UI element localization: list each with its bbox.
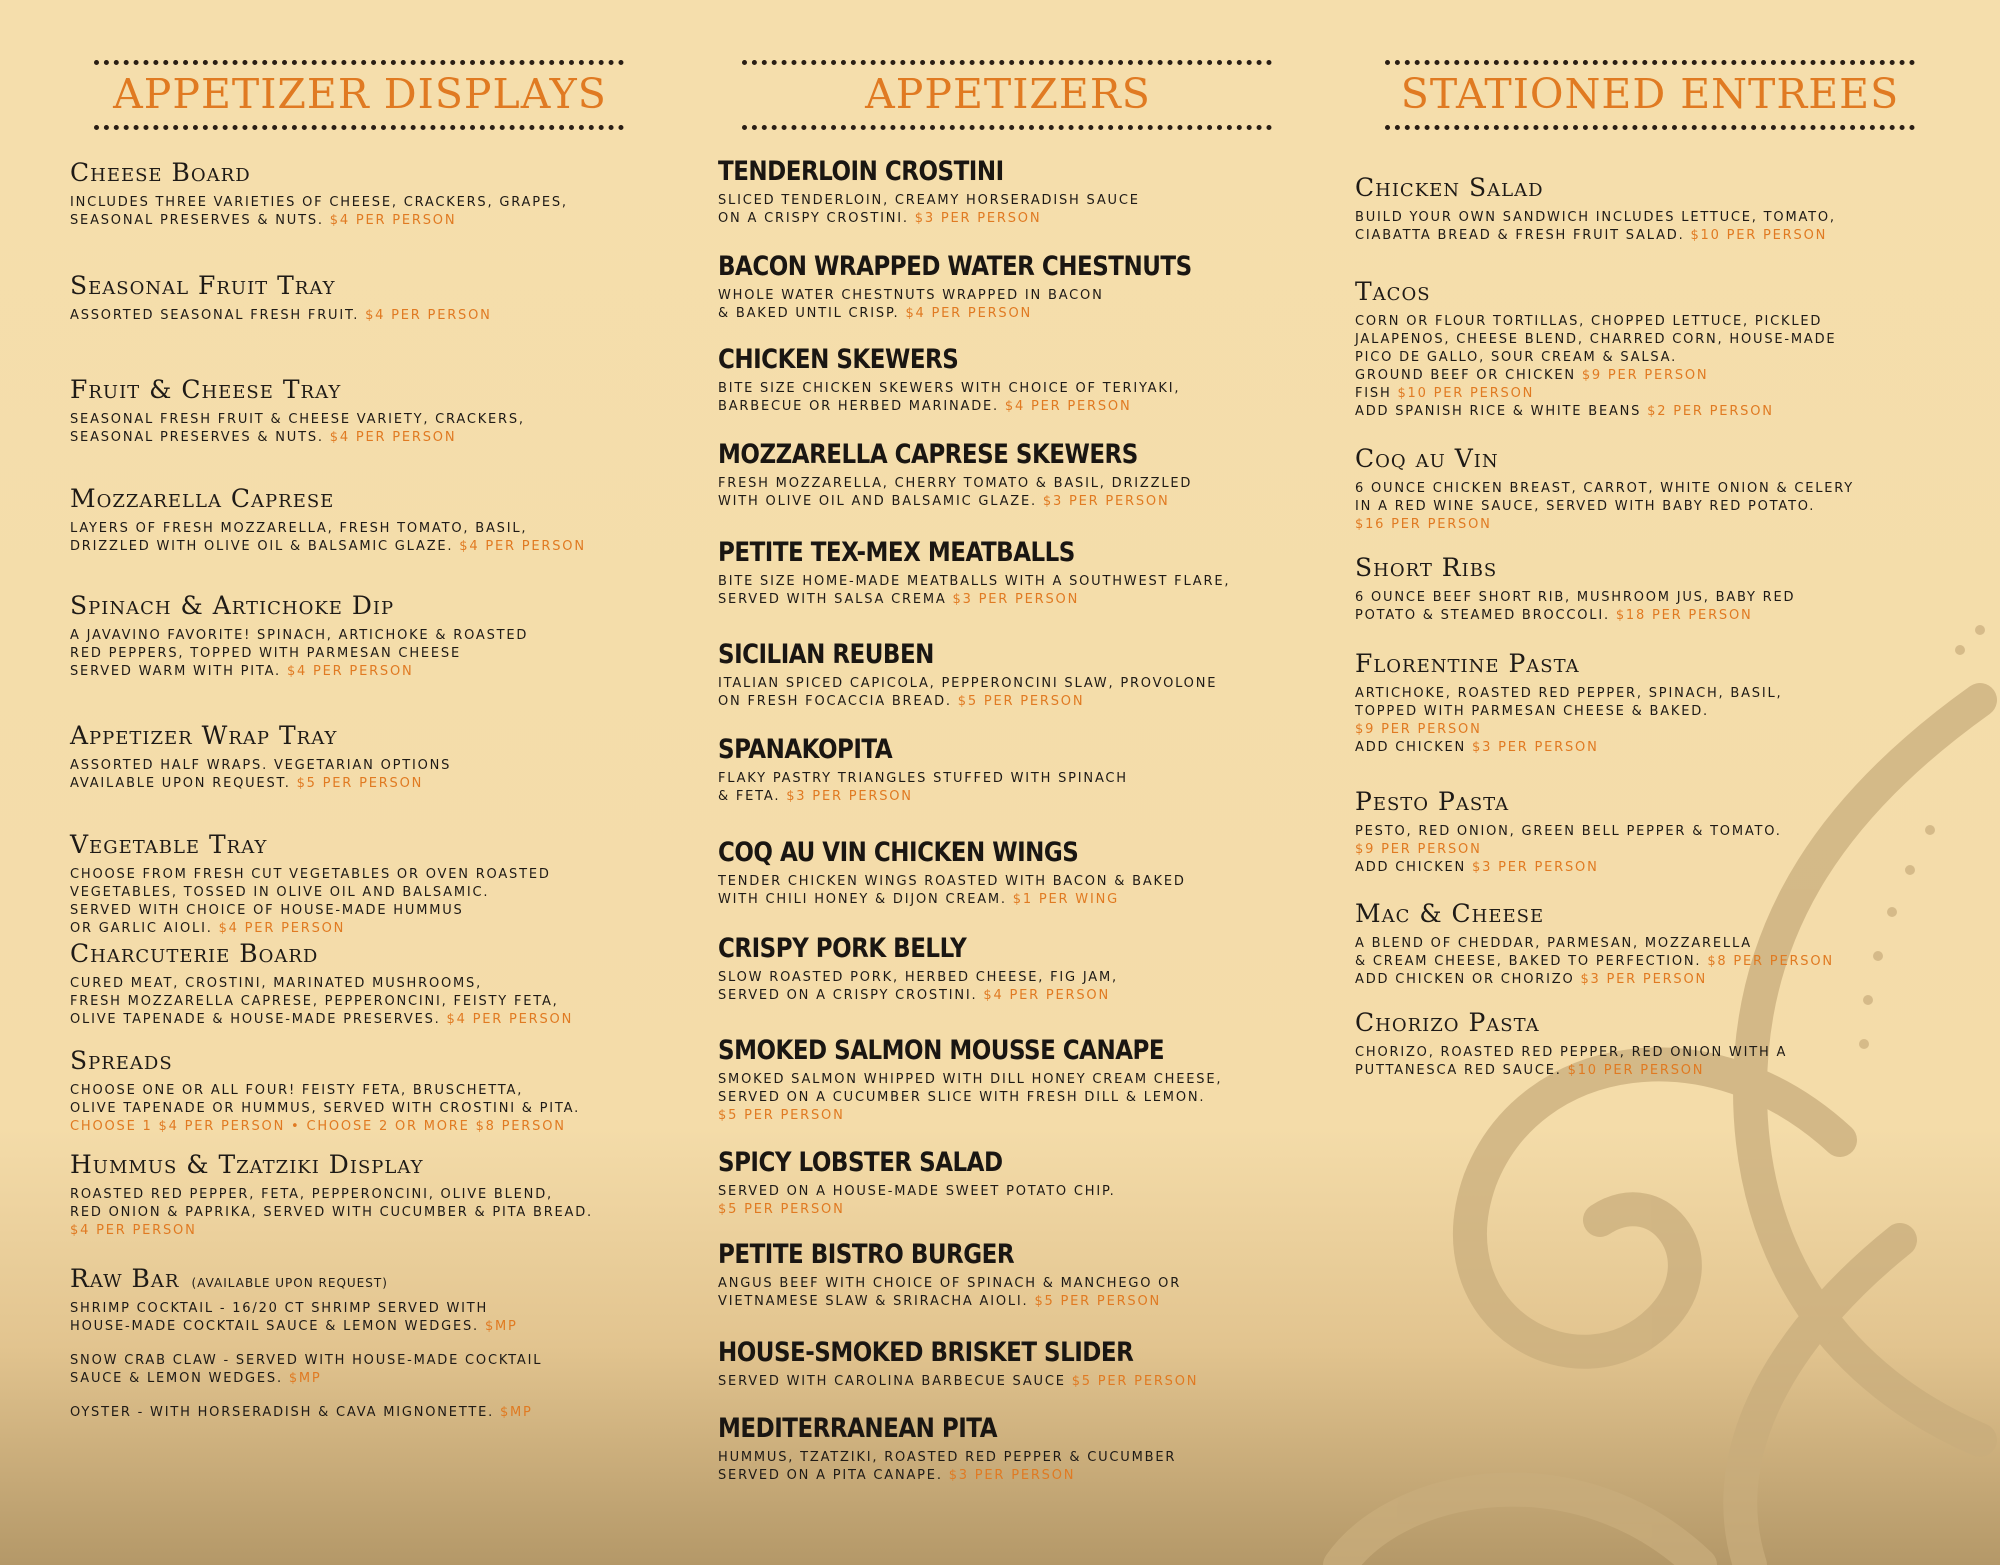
item-name: Fruit & Cheese Tray (70, 375, 342, 404)
item-name: Seasonal Fruit Tray (70, 271, 336, 300)
menu-item (718, 346, 1180, 416)
menu-item (1355, 787, 1782, 877)
item-description-text: BUILD YOUR OWN SANDWICH INCLUDES LETTUCE, TOMATO, CIABATTA BREAD & FRESH FRUIT SALAD. (1355, 210, 1836, 243)
item-price: $18 PER PERSON (1615, 608, 1753, 623)
item-name: SICILIAN REUBEN (718, 640, 934, 670)
item-option-line (1355, 385, 1836, 403)
item-description (718, 475, 1192, 511)
item-description-text: SMOKED SALMON WHIPPED WITH DILL HONEY CREAM CHEESE, SERVED ON A CUCUMBER SLICE WITH FRESH DILL & LEMON. (718, 1072, 1223, 1105)
item-description-text: CHOOSE FROM FRESH CUT VEGETABLES OR OVEN ROASTED VEGETABLES, TOSSED IN OLIVE OIL AND BALSAMIC. SERVED WITH CHOICE OF HOUSE-MADE HUMMUS OR GARLIC AIOLI. (70, 867, 551, 936)
item-description (718, 675, 1217, 711)
item-price: $4 PER PERSON (286, 664, 414, 679)
item-description (70, 1082, 580, 1136)
menu-item (1355, 649, 1782, 757)
item-price: $16 PER PERSON (1355, 517, 1492, 532)
item-name: PETITE BISTRO BURGER (718, 1240, 1015, 1270)
item-price: $5 PER PERSON (1071, 1374, 1199, 1389)
option-price: $MP (288, 1371, 322, 1386)
item-name: Appetizer Wrap Tray (70, 721, 338, 750)
option-text: ADD CHICKEN OR CHORIZO (1355, 972, 1575, 987)
option-price: $3 PER PERSON (1472, 860, 1599, 875)
option-text: OYSTER - WITH HORSERADISH & CAVA MIGNONETTE. (70, 1405, 495, 1420)
item-price: $5 PER PERSON (957, 694, 1085, 709)
item-description-text: ANGUS BEEF WITH CHOICE OF SPINACH & MANCHEGO OR VIETNAMESE SLAW & SRIRACHA AIOLI. (718, 1276, 1182, 1309)
dotted-divider (1385, 60, 1915, 65)
item-description-text: HUMMUS, TZATZIKI, ROASTED RED PEPPER & CUCUMBER SERVED ON A PITA CANAPE. (718, 1450, 1177, 1483)
option-price: $9 PER PERSON (1581, 368, 1709, 383)
item-price: $4 PER PERSON (70, 1223, 197, 1238)
item-price: $3 PER PERSON (1042, 494, 1170, 509)
menu-item (718, 1037, 1222, 1125)
section-heading: APPETIZERS (865, 70, 1151, 118)
dotted-divider (742, 125, 1272, 130)
section-heading: APPETIZER DISPLAYS (113, 70, 607, 118)
menu-item (718, 1149, 1116, 1219)
item-description (1355, 313, 1836, 367)
menu-item (1355, 444, 1854, 534)
item-name: Tacos (1355, 277, 1431, 306)
item-price: $3 PER PERSON (952, 592, 1080, 607)
item-price: CHOOSE 1 $4 PER PERSON • CHOOSE 2 OR MORE $8 PERSON (70, 1119, 566, 1134)
menu-column-1 (70, 60, 670, 1420)
menu-item (718, 1241, 1181, 1311)
item-option-line (1355, 403, 1836, 421)
item-name: Raw Bar (70, 1264, 180, 1293)
option-text: ADD SPANISH RICE & WHITE BEANS (1355, 404, 1642, 419)
item-description (718, 380, 1180, 416)
item-price: $10 PER PERSON (1567, 1063, 1705, 1078)
option-price: $2 PER PERSON (1647, 404, 1774, 419)
item-name: Mac & Cheese (1355, 899, 1545, 928)
item-price: $4 PER PERSON (329, 430, 457, 445)
item-description (718, 1449, 1176, 1485)
item-price: $9 PER PERSON (1355, 722, 1482, 737)
item-name: SPANAKOPITA (718, 735, 893, 765)
item-description (70, 411, 525, 447)
menu-item (70, 158, 568, 230)
item-price: $3 PER PERSON (786, 789, 913, 804)
item-description (718, 573, 1230, 609)
item-price: $4 PER PERSON (446, 1012, 574, 1027)
item-description-text: 6 OUNCE BEEF SHORT RIB, MUSHROOM JUS, BABY RED POTATO & STEAMED BROCCOLI. (1355, 590, 1796, 623)
menu-item (70, 721, 451, 793)
menu-item (718, 641, 1217, 711)
item-price: $4 PER PERSON (459, 539, 586, 554)
item-price: $4 PER PERSON (365, 308, 492, 323)
item-price: $3 PER PERSON (914, 211, 1042, 226)
item-name: Chicken Salad (1355, 173, 1544, 202)
item-description-text: TENDER CHICKEN WINGS ROASTED WITH BACON & BAKED WITH CHILI HONEY & DIJON CREAM. (718, 874, 1186, 907)
item-description (70, 307, 492, 325)
menu-item (718, 539, 1230, 609)
item-description-text: SEASONAL FRESH FRUIT & CHEESE VARIETY, CRACKERS, SEASONAL PRESERVES & NUTS. (70, 412, 525, 445)
item-name: Spinach & Artichoke Dip (70, 591, 395, 620)
item-price: $9 PER PERSON (1355, 842, 1482, 857)
item-description-text: CORN OR FLOUR TORTILLAS, CHOPPED LETTUCE, PICKLED JALAPENOS, CHEESE BLEND, CHARRED CORN, HOUSE-MADE PICO DE GALLO, SOUR CREAM & SALSA. (1355, 314, 1837, 365)
menu-item (718, 736, 1128, 806)
item-description (1355, 685, 1782, 739)
item-name: Hummus & Tzatziki Display (70, 1150, 424, 1179)
item-description (718, 873, 1186, 909)
item-description (70, 866, 551, 938)
item-option-line (1355, 971, 1834, 989)
item-name: Vegetable Tray (70, 830, 268, 859)
item-description-text: ROASTED RED PEPPER, FETA, PEPPERONCINI, OLIVE BLEND, RED ONION & PAPRIKA, SERVED WITH CUCUMBER & PITA BREAD. (70, 1187, 593, 1220)
dotted-divider (94, 125, 624, 130)
menu-item (70, 375, 525, 447)
option-text: GROUND BEEF OR CHICKEN (1355, 368, 1576, 383)
menu-item (718, 1415, 1176, 1485)
menu-item (718, 935, 1118, 1005)
menu-item (70, 591, 528, 681)
menu-item (718, 158, 1140, 228)
option-price: $3 PER PERSON (1472, 740, 1599, 755)
item-name: Mozzarella Caprese (70, 484, 335, 513)
menu-item (1355, 553, 1795, 625)
item-description (70, 1186, 593, 1240)
menu-item (718, 1339, 1198, 1391)
item-description-text: FLAKY PASTRY TRIANGLES STUFFED WITH SPINACH & FETA. (718, 771, 1128, 804)
menu-item (718, 441, 1192, 511)
item-price: $10 PER PERSON (1690, 228, 1828, 243)
item-description-text: WHOLE WATER CHESTNUTS WRAPPED IN BACON & BAKED UNTIL CRISP. (718, 288, 1104, 321)
dotted-divider (1385, 125, 1915, 130)
item-name: Chorizo Pasta (1355, 1008, 1540, 1037)
item-description-text: SLICED TENDERLOIN, CREAMY HORSERADISH SAUCE ON A CRISPY CROSTINI. (718, 193, 1140, 226)
item-description (70, 1300, 542, 1336)
item-description-text: CURED MEAT, CROSTINI, MARINATED MUSHROOMS, FRESH MOZZARELLA CAPRESE, PEPPERONCINI, FEISTY FETA, OLIVE TAPENADE & HOUSE-MADE PRESERVES. (70, 976, 559, 1027)
item-description (718, 287, 1192, 323)
item-price: $3 PER PERSON (948, 1468, 1076, 1483)
item-description (1355, 1044, 1787, 1080)
item-note: (AVAILABLE UPON REQUEST) (191, 1276, 388, 1290)
item-description (718, 770, 1128, 806)
item-description-text: LAYERS OF FRESH MOZZARELLA, FRESH TOMATO, BASIL, DRIZZLED WITH OLIVE OIL & BALSAMIC GLAZE. (70, 521, 528, 554)
raw-bar-option (70, 1352, 542, 1388)
item-name: CHICKEN SKEWERS (718, 345, 959, 375)
item-price: $4 PER PERSON (218, 921, 346, 936)
option-text: ADD CHICKEN (1355, 860, 1467, 875)
item-description-text: 6 OUNCE CHICKEN BREAST, CARROT, WHITE ONION & CELERY IN A RED WINE SAUCE, SERVED WITH BABY RED POTATO. (1355, 481, 1855, 514)
item-name: COQ AU VIN CHICKEN WINGS (718, 838, 1079, 868)
option-price: $10 PER PERSON (1397, 386, 1535, 401)
item-description-text: INCLUDES THREE VARIETIES OF CHEESE, CRACKERS, GRAPES, SEASONAL PRESERVES & NUTS. (70, 195, 568, 228)
item-price: $5 PER PERSON (718, 1202, 845, 1217)
option-text: FISH (1355, 386, 1392, 401)
item-description-text: SLOW ROASTED PORK, HERBED CHEESE, FIG JAM, SERVED ON A CRISPY CROSTINI. (718, 970, 1118, 1003)
item-name: MOZZARELLA CAPRESE SKEWERS (718, 440, 1138, 470)
menu-item (70, 271, 492, 325)
decorative-swirl (1280, 620, 2000, 1565)
menu-item (70, 830, 551, 938)
item-description (718, 1275, 1181, 1311)
item-description-text: PESTO, RED ONION, GREEN BELL PEPPER & TOMATO. (1355, 824, 1782, 839)
item-description (718, 192, 1140, 228)
item-name: Spreads (70, 1046, 173, 1075)
item-description-text: A JAVAVINO FAVORITE! SPINACH, ARTICHOKE & ROASTED RED PEPPERS, TOPPED WITH PARMESAN CHEESE SERVED WARM WITH PITA. (70, 628, 529, 679)
menu-item (718, 839, 1186, 909)
option-price: $3 PER PERSON (1580, 972, 1708, 987)
item-description (1355, 480, 1854, 534)
menu-item (70, 484, 586, 556)
dotted-divider (94, 60, 624, 65)
item-price: $8 PER PERSON (1707, 954, 1834, 969)
item-price: $5 PER PERSON (718, 1108, 845, 1123)
item-description (718, 1183, 1116, 1219)
item-description-text: FRESH MOZZARELLA, CHERRY TOMATO & BASIL, DRIZZLED WITH OLIVE OIL AND BALSAMIC GLAZE. (718, 476, 1193, 509)
menu-item (1355, 899, 1834, 989)
item-name: Cheese Board (70, 158, 251, 187)
item-description (1355, 823, 1782, 859)
item-name: Charcuterie Board (70, 939, 319, 968)
item-name: CRISPY PORK BELLY (718, 934, 967, 964)
item-price: $4 PER PERSON (1004, 399, 1132, 414)
option-text: ADD CHICKEN (1355, 740, 1467, 755)
item-description-text: SERVED WITH CAROLINA BARBECUE SAUCE (718, 1374, 1066, 1389)
option-text: SNOW CRAB CLAW - SERVED WITH HOUSE-MADE COCKTAIL SAUCE & LEMON WEDGES. (70, 1353, 543, 1386)
item-description-text: BITE SIZE HOME-MADE MEATBALLS WITH A SOUTHWEST FLARE, SERVED WITH SALSA CREMA (718, 574, 1231, 607)
item-description (718, 1373, 1198, 1391)
item-description (1355, 209, 1836, 245)
menu-item (718, 253, 1192, 323)
item-price: $1 PER WING (1012, 892, 1119, 907)
raw-bar-option (70, 1404, 542, 1422)
menu-item (1355, 277, 1836, 421)
item-name: MEDITERRANEAN PITA (718, 1414, 998, 1444)
item-description (70, 194, 568, 230)
item-price: $MP (484, 1319, 518, 1334)
item-name: Pesto Pasta (1355, 787, 1510, 816)
item-price: $5 PER PERSON (296, 776, 424, 791)
dotted-divider (742, 60, 1272, 65)
item-price: $4 PER PERSON (983, 988, 1110, 1003)
item-description (718, 1071, 1222, 1125)
menu-item (70, 1046, 580, 1136)
item-price: $4 PER PERSON (905, 306, 1033, 321)
item-description (1355, 589, 1795, 625)
item-name: HOUSE-SMOKED BRISKET SLIDER (718, 1338, 1134, 1368)
item-option-line (1355, 859, 1782, 877)
item-description-text: ASSORTED SEASONAL FRESH FRUIT. (70, 308, 360, 323)
item-name: SPICY LOBSTER SALAD (718, 1148, 1003, 1178)
item-description-text: A BLEND OF CHEDDAR, PARMESAN, MOZZARELLA & CREAM CHEESE, BAKED TO PERFECTION. (1355, 936, 1752, 969)
item-description-text: SERVED ON A HOUSE-MADE SWEET POTATO CHIP. (718, 1184, 1116, 1199)
menu-column-3 (1355, 60, 1955, 1078)
item-description-text: ARTICHOKE, ROASTED RED PEPPER, SPINACH, BASIL, TOPPED WITH PARMESAN CHEESE & BAKED. (1355, 686, 1783, 719)
item-description (718, 969, 1118, 1005)
item-description (70, 757, 451, 793)
menu-column-2 (718, 60, 1338, 1483)
item-description-text: BITE SIZE CHICKEN SKEWERS WITH CHOICE OF TERIYAKI, BARBECUE OR HERBED MARINADE. (718, 381, 1181, 414)
item-description-text: ASSORTED HALF WRAPS. VEGETARIAN OPTIONS AVAILABLE UPON REQUEST. (70, 758, 452, 791)
item-description-text: CHOOSE ONE OR ALL FOUR! FEISTY FETA, BRUSCHETTA, OLIVE TAPENADE OR HUMMUS, SERVED WITH CROSTINI & PITA. (70, 1083, 581, 1116)
item-price: $4 PER PERSON (329, 213, 457, 228)
item-name: PETITE TEX-MEX MEATBALLS (718, 538, 1075, 568)
menu-item (1355, 173, 1836, 245)
item-option-line (1355, 739, 1782, 757)
menu-item (1355, 1008, 1787, 1080)
item-name: TENDERLOIN CROSTINI (718, 157, 1004, 187)
menu-item (70, 1150, 593, 1240)
item-price: $5 PER PERSON (1034, 1294, 1162, 1309)
item-option-line (1355, 367, 1836, 385)
menu-item (70, 1264, 542, 1422)
item-description (1355, 935, 1834, 971)
item-name: Florentine Pasta (1355, 649, 1580, 678)
section-heading: STATIONED ENTREES (1400, 70, 1900, 118)
item-name: SMOKED SALMON MOUSSE CANAPE (718, 1036, 1165, 1066)
item-description-text: ITALIAN SPICED CAPICOLA, PEPPERONCINI SLAW, PROVOLONE ON FRESH FOCACCIA BREAD. (718, 676, 1218, 709)
item-description-text: SHRIMP COCKTAIL - 16/20 CT SHRIMP SERVED WITH HOUSE-MADE COCKTAIL SAUCE & LEMON WEDGES. (70, 1301, 489, 1334)
item-description (70, 520, 586, 556)
menu-item (70, 939, 573, 1029)
item-name: BACON WRAPPED WATER CHESTNUTS (718, 252, 1192, 282)
option-price: $MP (499, 1405, 533, 1420)
item-description (70, 627, 528, 681)
item-description (70, 975, 573, 1029)
item-name: Coq au Vin (1355, 444, 1499, 473)
item-name: Short Ribs (1355, 553, 1498, 582)
item-description-text: CHORIZO, ROASTED RED PEPPER, RED ONION WITH A PUTTANESCA RED SAUCE. (1355, 1045, 1788, 1078)
